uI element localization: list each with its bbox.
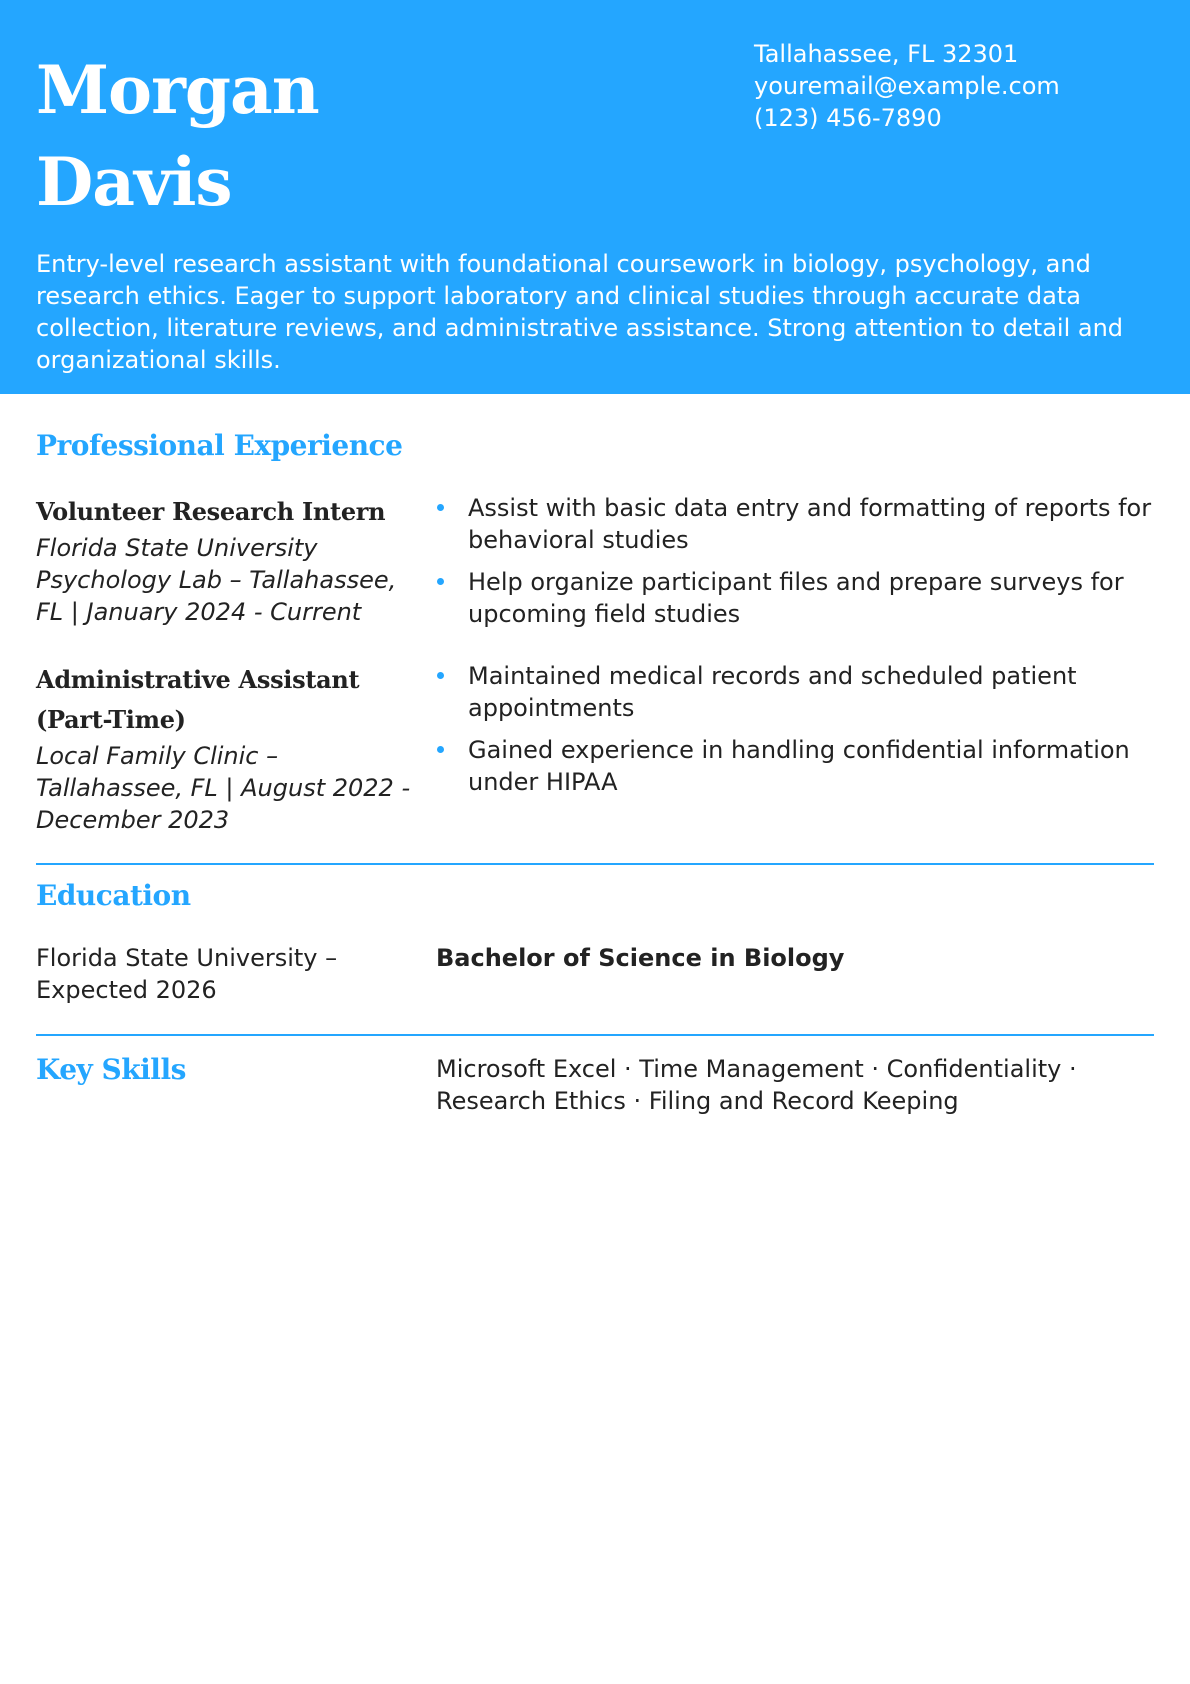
job-bullet-text: Help organize participant files and prepare surveys for upcoming field studies	[468, 568, 1124, 628]
education-school: Florida State University – Expected 2026	[36, 944, 338, 1004]
candidate-name	[36, 44, 556, 228]
job-title: Administrative Assistant (Part-Time)	[36, 665, 360, 734]
education-section-title: Education	[36, 879, 191, 912]
job-info	[36, 492, 416, 628]
contact-phone[interactable]: (123) 456-7890	[754, 104, 942, 132]
job-title: Volunteer Research Intern	[36, 497, 386, 526]
name-last: Davis	[36, 143, 232, 221]
bullet-dot-icon	[437, 672, 444, 679]
contact-info	[754, 38, 1060, 134]
job-bullet	[436, 492, 1156, 556]
job-bullet	[436, 660, 1156, 724]
job-bullet-text: Assist with basic data entry and formatting of reports for behavioral studies	[468, 494, 1152, 554]
job-meta: Local Family Clinic – Tallahassee, FL | August 2022 - December 2023	[36, 742, 411, 834]
experience-section-title: Professional Experience	[36, 429, 403, 462]
section-divider	[36, 1034, 1154, 1036]
job-bullets	[436, 660, 1156, 808]
name-first: Morgan	[36, 51, 319, 129]
job-bullet	[436, 734, 1156, 798]
job-bullet-text: Gained experience in handling confidential information under HIPAA	[468, 736, 1130, 796]
job-meta: Florida State University Psychology Lab – Tallahassee, FL | January 2024 - Current	[36, 534, 397, 626]
contact-location: Tallahassee, FL 32301	[754, 40, 1019, 68]
job-bullet-text: Maintained medical records and scheduled patient appointments	[468, 662, 1077, 722]
job-bullets	[436, 492, 1156, 640]
job-bullet	[436, 566, 1156, 630]
education-degree: Bachelor of Science in Biology	[436, 944, 845, 972]
skills-section-title: Key Skills	[36, 1053, 186, 1086]
resume-header	[0, 0, 1190, 394]
section-divider	[36, 863, 1154, 865]
professional-summary: Entry-level research assistant with foundational coursework in biology, psychology, and research ethics. Eager to support laboratory and clinical studies through accurate data collection, literature reviews, and administrative assistance. Strong attention to detail and organizational skills.	[36, 250, 1124, 374]
bullet-dot-icon	[437, 746, 444, 753]
skills-list: Microsoft Excel · Time Management · Confidentiality · Research Ethics · Filing and Record Keeping	[436, 1055, 1077, 1115]
bullet-dot-icon	[437, 504, 444, 511]
job-info	[36, 660, 416, 836]
contact-email[interactable]: youremail@example.com	[754, 72, 1060, 100]
bullet-dot-icon	[437, 578, 444, 585]
